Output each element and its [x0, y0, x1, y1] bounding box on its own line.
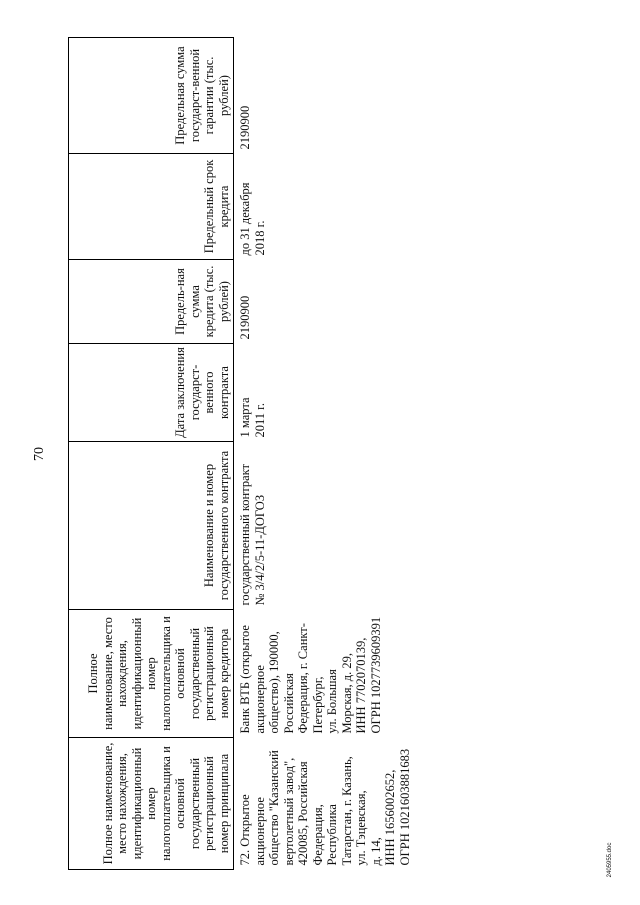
cell-contract-date: 1 марта 2011 г. [238, 397, 267, 438]
header-principal: Полное наименование, место нахождения, идентификационный номер налогоплательщика и основной государственный регистрационный номер принципала [69, 738, 234, 870]
table-header-row [69, 38, 234, 870]
page-number: 70 [32, 447, 47, 461]
header-guarantee-sum: Предельная сумма государст-венной гарантии (тыс. рублей) [69, 38, 234, 154]
header-contract-name: Наименование и номер государственного контракта [69, 442, 234, 610]
header-creditor: Полное наименование, место нахождения, идентификационный номер налогоплательщика и основной государственный регистрационный номер кредитора [69, 610, 234, 738]
cell-guarantee-sum: 2190900 [238, 105, 252, 150]
guarantee-table [68, 37, 412, 870]
header-credit-term: Предельный срок кредита [69, 154, 234, 260]
header-contract-date: Дата заключения государст-венного контракта [69, 344, 234, 442]
rotated-table-container [68, 38, 633, 870]
cell-contract: государственный контракт № 3/4/2/5-11-ДОГОЗ [238, 463, 267, 606]
table-row [234, 38, 413, 870]
cell-creditor: Банк ВТБ (открытое акционерное общество), 190000, Российская Федерация, г. Санкт- Петербург, ул. Большая Морская, д. 29, ИНН 7702070139, ОГРН 1027739609391 [238, 616, 383, 734]
header-credit-sum: Предель-ная сумма кредита (тыс. рублей) [69, 260, 234, 344]
cell-credit-term: до 31 декабря 2018 г. [238, 182, 267, 256]
cell-credit-sum: 2190900 [238, 295, 252, 340]
footer-document-code: 2405955.doc [607, 842, 613, 878]
cell-principal: 72. Открытое акционерное общество "Казанский вертолетный завод", 420085, Российская Федерация, Республика Татарстан, г. Казань, ул. Тэцевская, д. 14, ИНН 1656002652, ОГРН 1021603881683 [238, 748, 412, 866]
